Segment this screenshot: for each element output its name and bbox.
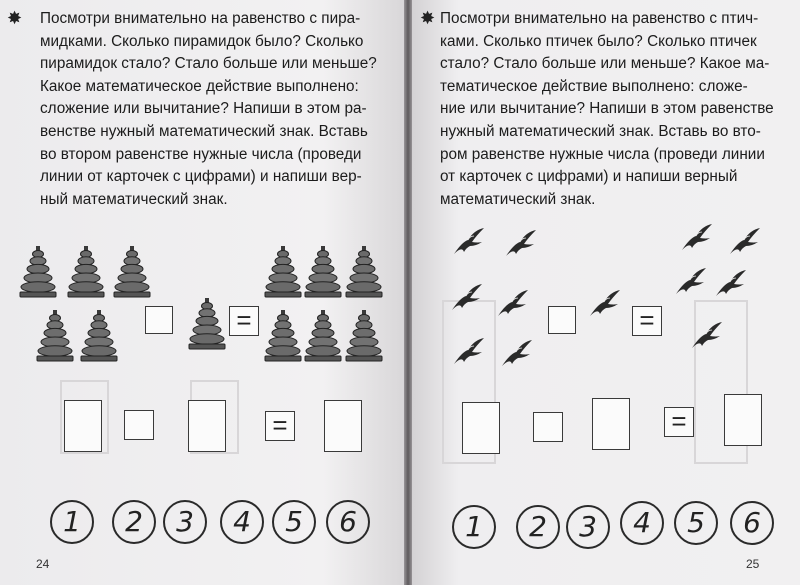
digit-card-3[interactable]: 3 [566,505,610,549]
swallow-icon [452,336,486,371]
task-star-icon: ✸ [420,8,436,28]
pyramid-toy-icon [344,246,384,303]
swallow-icon [588,288,622,323]
operator-box[interactable] [548,306,576,334]
task-text: Посмотри внимательно на равенство с пира- мидками. Сколько пирамидок было? Сколько пирамидок стало? Стало больше или меньше? Какое математическое действие выполнено: сложение или вычитание? Напиши в этом ра- венстве нужный математический знак. Вставь во втором равенстве нужные числа (проведи линии от карточек с цифрами) и напиши вер- ный математический знак. [40,10,377,208]
pyramid-toy-icon [35,310,75,367]
number-box[interactable] [64,400,102,452]
swallow-icon [452,226,486,261]
digit-card-4[interactable]: 4 [220,500,264,544]
digit-card-2[interactable]: 2 [112,500,156,544]
operator-box[interactable] [145,306,173,334]
page-right [412,0,800,585]
pyramid-toy-icon [79,310,119,367]
pyramid-toy-icon [112,246,152,303]
equals-box: = [229,306,259,336]
number-box[interactable] [724,394,762,446]
number-box[interactable] [188,400,226,452]
pyramid-toy-icon [263,310,303,367]
task-text: Посмотри внимательно на равенство с птич- ками. Сколько птичек было? Сколько птичек стало? Стало больше или меньше? Какое ма- тематическое действие выполнено: сложе- ние или вычитание? Напиши в этом равенстве нужный математический знак. Вставь во вто- ром равенстве нужные числа (проведи линии от карточек с цифрами) и напиши верный математический знак. [440,10,774,208]
pyramid-toy-icon [187,298,227,355]
number-box[interactable] [324,400,362,452]
digit-card-4[interactable]: 4 [620,501,664,545]
number-box[interactable] [592,398,630,450]
pyramid-toy-icon [303,310,343,367]
equals-box: = [632,306,662,336]
swallow-icon [728,226,762,261]
pyramid-toy-icon [263,246,303,303]
number-box[interactable] [462,402,500,454]
swallow-icon [450,282,484,317]
pyramid-toy-icon [344,310,384,367]
page-number: 25 [746,557,760,571]
digit-card-6[interactable]: 6 [326,500,370,544]
equals-box: = [664,407,694,437]
digit-card-2[interactable]: 2 [516,505,560,549]
swallow-icon [714,268,748,303]
swallow-icon [680,222,714,257]
digit-card-1[interactable]: 1 [452,505,496,549]
task-star-icon: ✸ [7,8,23,28]
digit-card-5[interactable]: 5 [272,500,316,544]
page-number: 24 [36,557,50,571]
swallow-icon [500,338,534,373]
operator-box[interactable] [533,412,563,442]
swallow-icon [504,228,538,263]
equals-box: = [265,411,295,441]
digit-card-6[interactable]: 6 [730,501,774,545]
operator-box[interactable] [124,410,154,440]
pyramid-toy-icon [303,246,343,303]
pyramid-toy-icon [66,246,106,303]
digit-card-3[interactable]: 3 [163,500,207,544]
digit-card-1[interactable]: 1 [50,500,94,544]
swallow-icon [496,288,530,323]
pyramid-toy-icon [18,246,58,303]
swallow-icon [674,266,708,301]
swallow-icon [690,320,724,355]
digit-card-5[interactable]: 5 [674,501,718,545]
